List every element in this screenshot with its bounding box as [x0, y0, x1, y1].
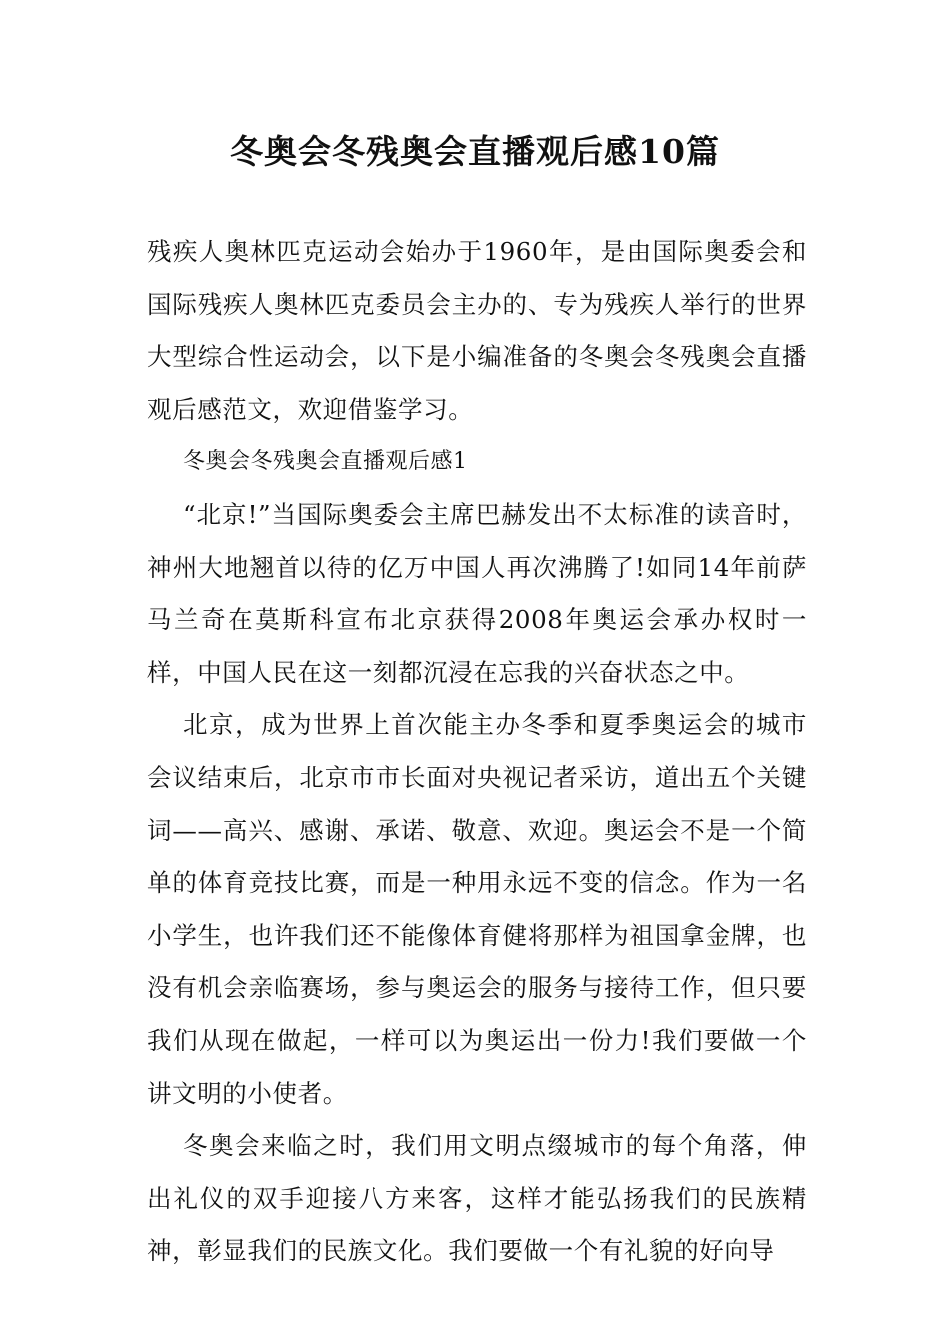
document-body — [147, 226, 807, 1278]
section-heading: 冬奥会冬残奥会直播观后感1 — [183, 449, 468, 475]
body-paragraph: “北京!”当国际奥委会主席巴赫发出不太标准的读音时，神州大地翘首以待的亿万中国人再次沸腾了!如同14年前萨马兰奇在莫斯科宣布北京获得2008年奥运会承办权时一样，中国人民在这一刻都沉浸在忘我的兴奋状态之中。 — [147, 499, 807, 687]
document-title: 冬奥会冬残奥会直播观后感10篇 — [230, 132, 720, 171]
body-paragraph: 北京，成为世界上首次能主办冬季和夏季奥运会的城市会议结束后，北京市市长面对央视记者采访，道出五个关键词——高兴、感谢、承诺、敬意、欢迎。奥运会不是一个简单的体育竞技比赛，而是一种用永远不变的信念。作为一名小学生，也许我们还不能像体育健将那样为祖国拿金牌，也没有机会亲临赛场，参与奥运会的服务与接待工作，但只要我们从现在做起，一样可以为奥运出一份力!我们要做一个讲文明的小使者。 — [147, 710, 807, 1108]
intro-paragraph: 残疾人奥林匹克运动会始办于1960年，是由国际奥委会和国际残疾人奥林匹克委员会主办的、专为残疾人举行的世界大型综合性运动会，以下是小编准备的冬奥会冬残奥会直播观后感范文，欢迎借鉴学习。 — [147, 237, 807, 424]
body-paragraph: 冬奥会来临之时，我们用文明点缀城市的每个角落，伸出礼仪的双手迎接八方来客，这样才能弘扬我们的民族精神，彰显我们的民族文化。我们要做一个有礼貌的好向导 — [147, 1131, 807, 1266]
